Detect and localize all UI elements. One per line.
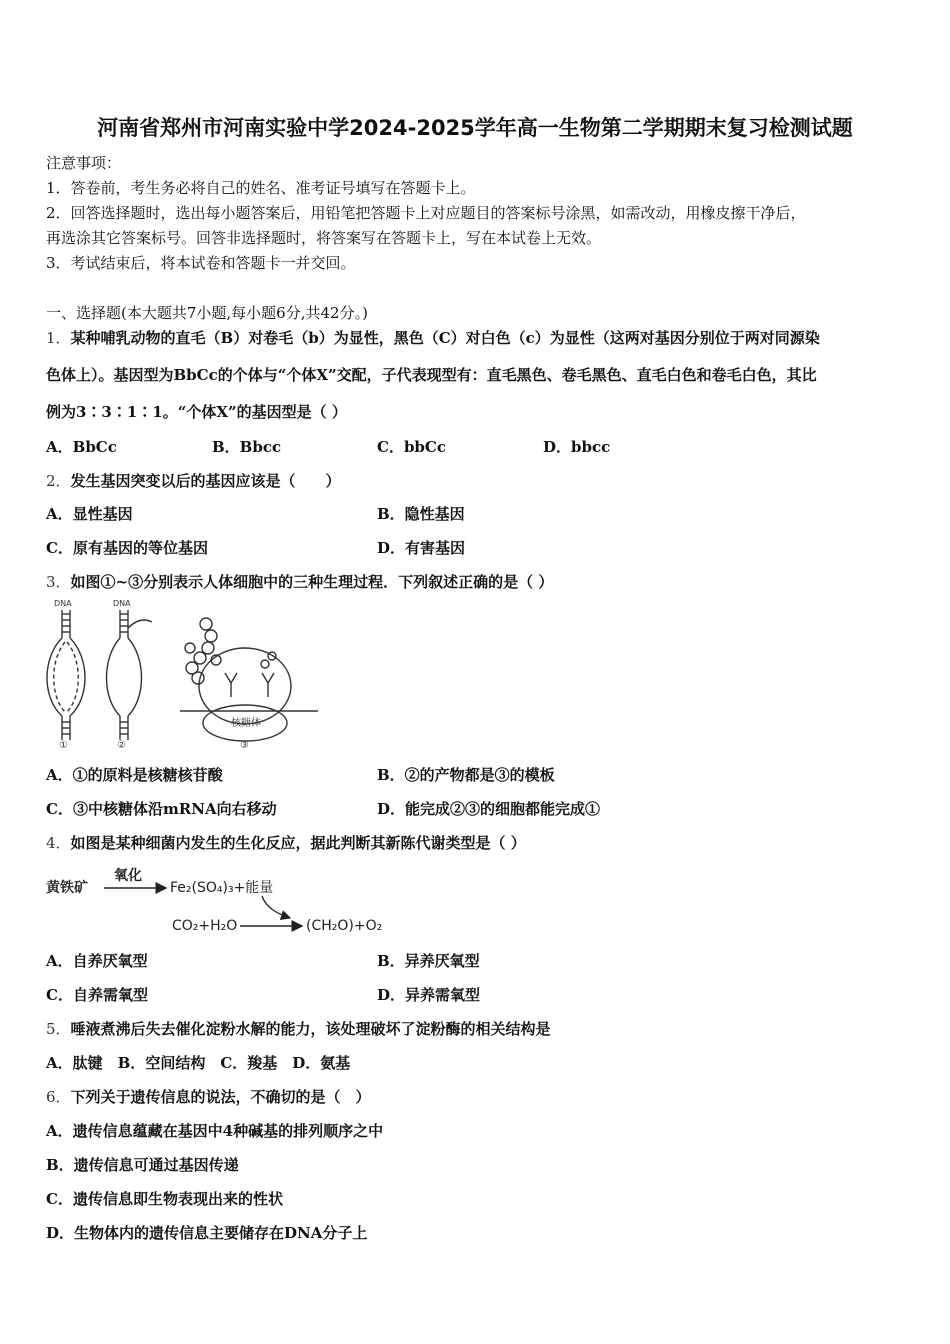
q1-line: 色体上）。基因型为BbCc的个体与“个体X”交配，子代表现型有：直毛黑色、卷毛黑色、直毛白色和卷毛白色，其比	[46, 366, 817, 384]
q2-option-b[interactable]: B．隐性基因	[377, 505, 465, 523]
q3-number: 3．	[46, 573, 71, 591]
q2-text: 发生基因突变以后的基因应该是（ ）	[70, 472, 341, 490]
notice-heading: 注意事项：	[46, 154, 122, 172]
left-side-label: CO₂+H₂O	[172, 918, 238, 934]
q4-figure	[44, 860, 394, 940]
q2-option-c[interactable]: C．原有基因的等位基因	[46, 539, 208, 557]
q6-option-a[interactable]: A．遗传信息蕴藏在基因中4种碱基的排列顺序之中	[46, 1122, 384, 1140]
q2-option-d[interactable]: D．有害基因	[377, 539, 466, 557]
oxidation-label: 氧化	[114, 868, 142, 884]
q5-text: 唾液煮沸后失去催化淀粉水解的能力，该处理破坏了淀粉酶的相关结构是	[70, 1020, 551, 1038]
q4-option-a[interactable]: A．自养厌氧型	[46, 952, 148, 970]
dna-label-2: DNA	[113, 599, 131, 608]
q3-option-a[interactable]: A．①的原料是核糖核苷酸	[46, 766, 223, 784]
section-heading: 一、选择题(本大题共7小题,每小题6分,共42分。)	[46, 304, 368, 322]
q1-option-c[interactable]: C．bbCc	[377, 438, 446, 456]
q4-text: 如图是某种细菌内发生的生化反应，据此判断其新陈代谢类型是（ ）	[70, 834, 526, 852]
q5-line	[46, 1018, 551, 1039]
q4-option-c[interactable]: C．自养需氧型	[46, 986, 148, 1004]
q3-figure	[40, 598, 320, 750]
q1-option-b[interactable]: B．Bbcc	[212, 438, 282, 456]
q3-line	[46, 571, 553, 592]
q2-option-a[interactable]: A．显性基因	[46, 505, 133, 523]
q6-number: 6．	[46, 1088, 71, 1106]
q1-line	[46, 327, 820, 348]
q3-text: 如图①~③分别表示人体细胞中的三种生理过程．下列叙述正确的是（ ）	[70, 573, 554, 591]
q4-option-d[interactable]: D．异养需氧型	[377, 986, 481, 1004]
q3-option-d[interactable]: D．能完成②③的细胞都能完成①	[377, 800, 601, 818]
q1-option-a[interactable]: A．BbCc	[46, 438, 117, 456]
q1-option-d[interactable]: D．bbcc	[543, 438, 611, 456]
product-label: Fe₂(SO₄)₃+能量	[170, 880, 274, 896]
notice-item: 2．回答选择题时，选出每小题答案后，用铅笔把答题卡上对应题目的答案标号涂黑，如需改动，用橡皮擦干净后，	[46, 204, 806, 222]
exam-title: 河南省郑州市河南实验中学2024-2025学年高一生物第二学期期末复习检测试题	[97, 116, 853, 140]
dna-label-1: DNA	[54, 599, 72, 608]
q4-line	[46, 832, 526, 853]
q6-option-d[interactable]: D．生物体内的遗传信息主要储存在DNA分子上	[46, 1224, 368, 1242]
notice-item: 再选涂其它答案标号。回答非选择题时，将答案写在答题卡上，写在本试卷上无效。	[46, 229, 602, 247]
q5-options[interactable]: A．肽键 B．空间结构 C．羧基 D．氨基	[46, 1054, 351, 1072]
q2-number: 2．	[46, 472, 71, 490]
q1-line: 例为3∶3∶1∶1。“个体X”的基因型是（ ）	[46, 403, 347, 421]
q5-number: 5．	[46, 1020, 71, 1038]
process-label-2: ②	[117, 740, 126, 750]
q6-text: 下列关于遗传信息的说法，不确切的是（ ）	[70, 1088, 371, 1106]
q1-text: 某种哺乳动物的直毛（B）对卷毛（b）为显性，黑色（C）对白色（c）为显性（这两对基因分别位于两对同源染	[70, 329, 820, 347]
notice-item: 3．考试结束后，将本试卷和答题卡一并交回。	[46, 254, 356, 272]
q4-option-b[interactable]: B．异养厌氧型	[377, 952, 480, 970]
right-side-label: (CH₂O)+O₂	[306, 918, 383, 934]
q4-number: 4．	[46, 834, 71, 852]
q3-option-b[interactable]: B．②的产物都是③的模板	[377, 766, 555, 784]
energy-arrow	[262, 896, 290, 918]
notice-item: 1．答卷前，考生务必将自己的姓名、准考证号填写在答题卡上。	[46, 179, 476, 197]
q3-option-c[interactable]: C．③中核糖体沿mRNA向右移动	[46, 800, 277, 818]
ribosome-label: 核糖体	[231, 718, 261, 729]
q1-number: 1．	[46, 329, 71, 347]
process-label-3: ③	[240, 740, 249, 750]
q6-option-b[interactable]: B．遗传信息可通过基因传递	[46, 1156, 239, 1174]
process-label-1: ①	[59, 740, 68, 750]
q6-option-c[interactable]: C．遗传信息即生物表现出来的性状	[46, 1190, 283, 1208]
reactant-label: 黄铁矿	[46, 880, 88, 896]
q2-line	[46, 470, 341, 491]
q6-line	[46, 1086, 371, 1107]
